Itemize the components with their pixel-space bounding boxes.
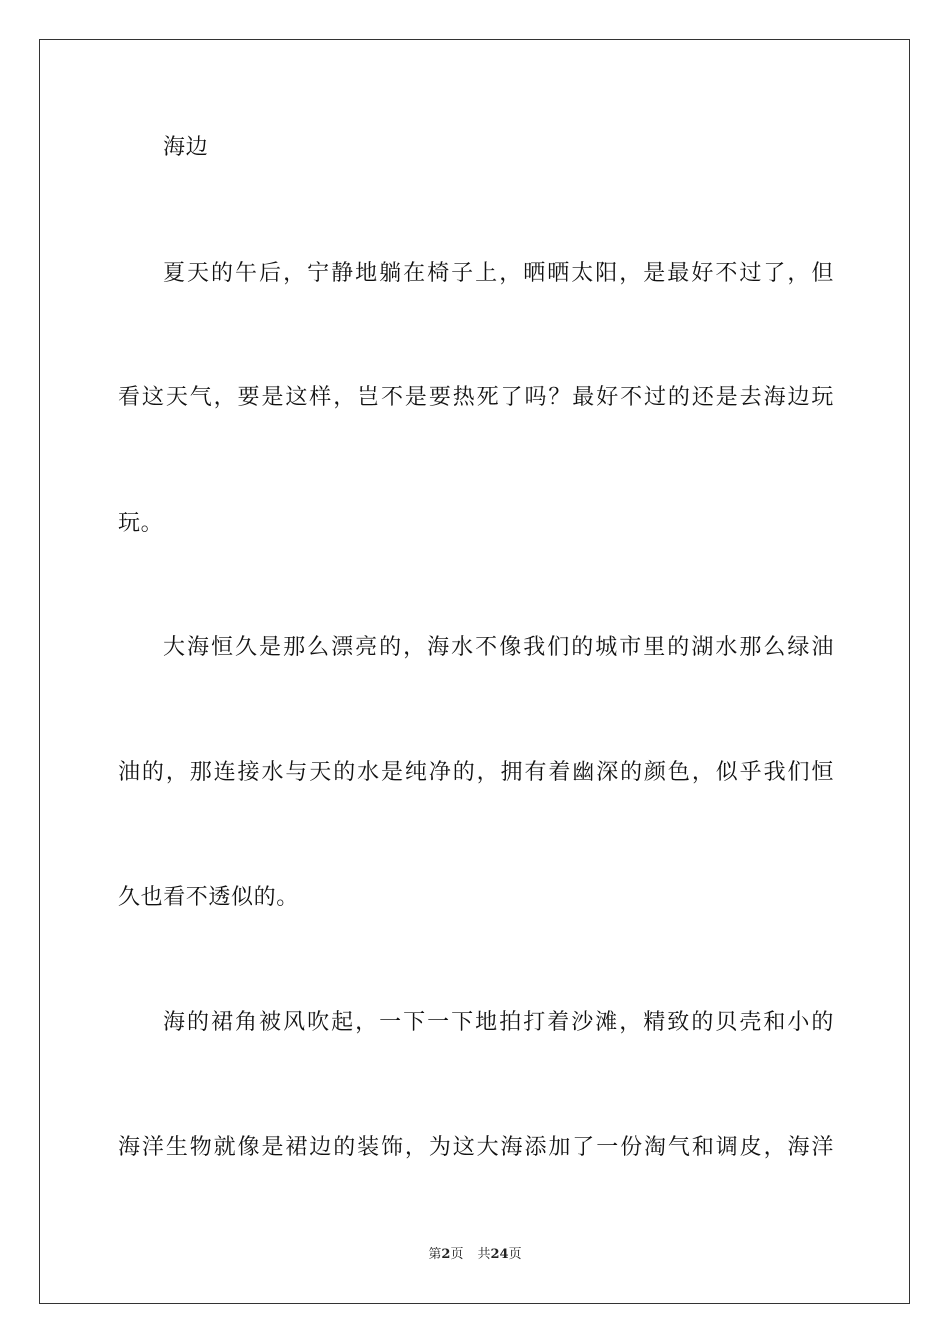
paragraph-line: 久也看不透似的。 [118, 885, 299, 910]
paragraph-line: 夏天的午后，宁静地躺在椅子上，晒晒太阳，是最好不过了，但 [163, 261, 834, 286]
paragraph-line: 玩。 [118, 511, 164, 536]
paragraph-line: 油的，那连接水与天的水是纯净的，拥有着幽深的颜色，似乎我们恒 [118, 760, 834, 785]
total-pages: 24 [490, 1247, 509, 1262]
paragraph-line: 看这天气，要是这样，岂不是要热死了吗？最好不过的还是去海边玩 [118, 385, 834, 410]
document-title: 海边 [163, 135, 209, 160]
page-border [39, 39, 910, 1304]
page-prefix: 第 [428, 1247, 442, 1262]
page-number: 2 [441, 1247, 451, 1262]
page-footer [0, 1246, 950, 1264]
paragraph-line: 大海恒久是那么漂亮的，海水不像我们的城市里的湖水那么绿油 [163, 635, 834, 660]
total-prefix: 共 [477, 1247, 491, 1262]
paragraph-line: 海洋生物就像是裙边的装饰，为这大海添加了一份淘气和调皮，海洋 [118, 1135, 834, 1160]
page-suffix: 页 [450, 1247, 464, 1262]
paragraph-line: 海的裙角被风吹起，一下一下地拍打着沙滩，精致的贝壳和小的 [163, 1010, 834, 1035]
total-suffix: 页 [508, 1247, 522, 1262]
